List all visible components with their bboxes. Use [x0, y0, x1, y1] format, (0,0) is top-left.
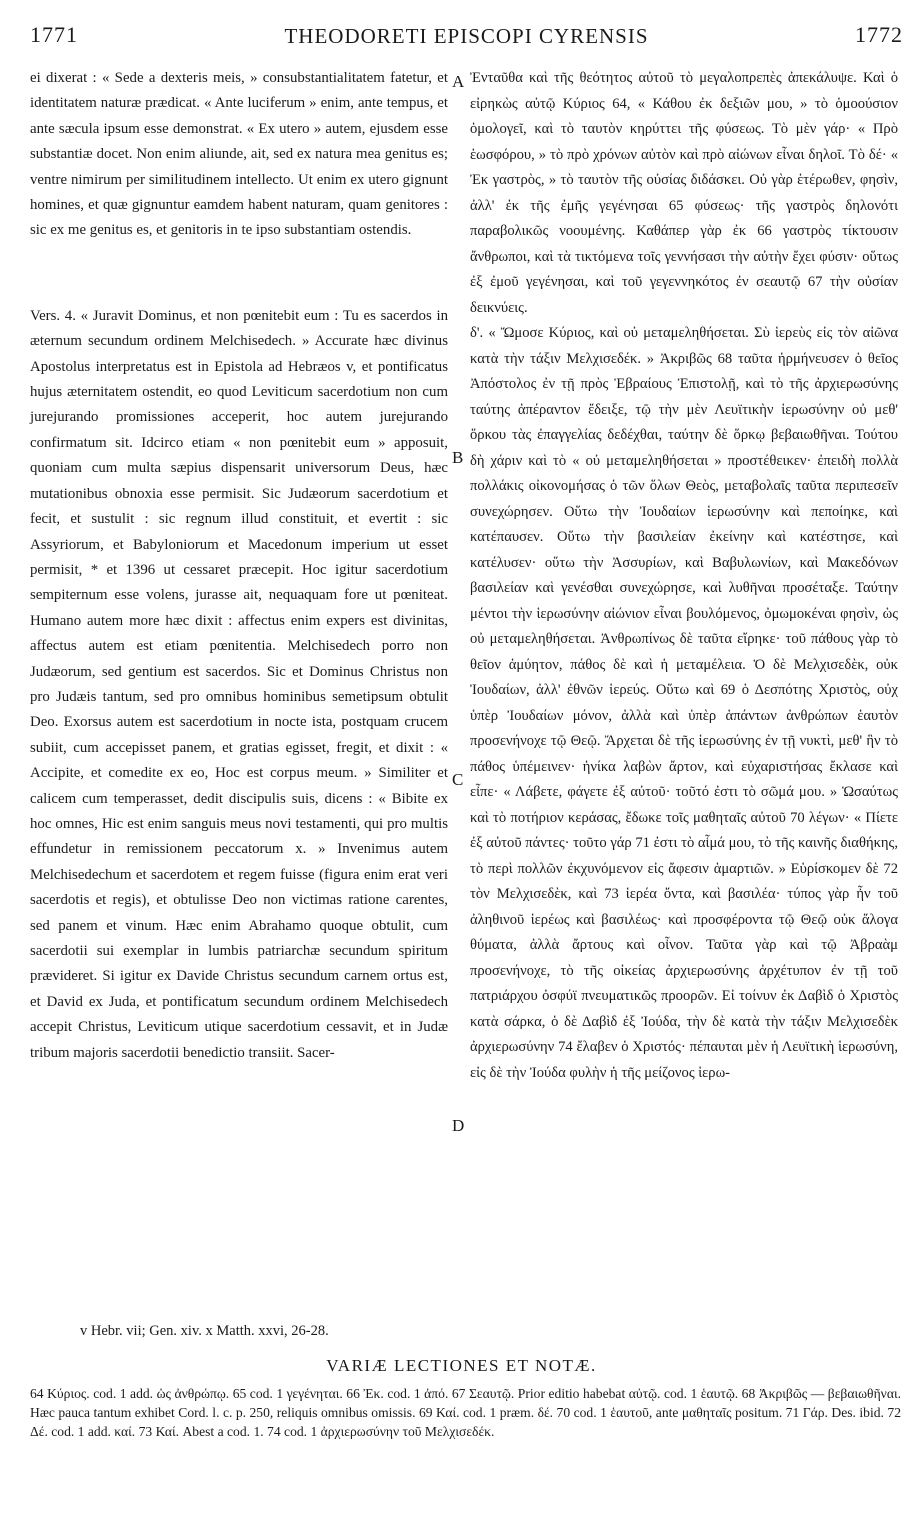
margin-marker-b: B: [452, 448, 464, 467]
notes-text: 64 Κύριος. cod. 1 add. ὡς ἀνθρώπῳ. 65 cod. 1 γεγένηται. 66 Ἐκ. cod. 1 ἀπό. 67 Σεαυτῷ. Prior editio habebat αὐτῷ. cod. 1 ἑαυτῷ. 68 Ἀκριβῶς — βεβαιωθῆναι. Hæc pauca tantum exhibet Cord. l. c. p. 250, reliquis omnibus omissis. 69 Καί. cod. 1 præm. δέ. 70 cod. 1 ἑαυτοῦ, ante μαθηταῖς positum. 71 Γάρ. Des. ibid. 72 Δέ. cod. 1 add. καί. 73 Καί. Abest a cod. 1. 74 cod. 1 ἀρχιερωσύνην τοῦ Μελχισεδέκ.: [30, 1386, 901, 1439]
greek-paragraph-2: δ'. « Ὤμοσε Κύριος, καὶ οὐ μεταμεληθήσεται. Σὺ ἱερεὺς εἰς τὸν αἰῶνα κατὰ τὴν τάξιν Μελχισεδέκ. » Ἀκριβῶς 68 ταῦτα ἡρμήνευσεν ὁ θεῖος Ἀπόστολος ἐν τῇ πρὸς Ἑβραίους Ἐπιστολῇ, καὶ τὸ τῆς ἀρχιερωσύνης ταύτης ἀπέραντον ἔδειξε, τῷ τὴν μὲν Λευϊτικὴν ἱερωσύνην οὐ μεθ' ὅρκου τὰς ἐπαγγελίας δεδέχθαι, ταύτην δὲ ὅρκῳ βεβαιωθῆναι. Τούτου δὴ χάριν καὶ τὸ « οὐ μεταμεληθήσεται » προστέθεικεν· ἐπειδὴ πολλὰ πολλάκις οἰκονομήσας ὁ τῶν ὅλων Θεὸς, μεταβολαῖς ταῦτα περιπεσεῖν συνεχώρησεν. Οὕτω τὴν Ἰουδαίων ἱερωσύνην καὶ πεποίηκε, καὶ κατέπαυσεν. Οὕτω τὴν βασιλείαν ἐκείνην καὶ κατέστησε, καὶ κατέλυσεν· οὕτω τὴν Ἀσσυρίων, καὶ Βαβυλωνίων, καὶ Μακεδόνων βασιλείαν καὶ γενέσθαι συνεχώρησε, καὶ λυθῆναι προσέταξε. Ταύτην μέντοι τὴν ἱερωσύνην αἰώνιον εἶναι βουλόμενος, ὀμωμοκέναι φησὶν, ὡς οὐ μεταμεληθήσεται. Ἀνθρωπίνως δὲ ταῦτα εἴρηκε· τοῦ πάθους γὰρ τὸ θεῖον ἀμύητον, πάθος δὲ καὶ ἡ μεταμέλεια. Ὁ δὲ Μελχισεδὲκ, οὐκ Ἰουδαίων, ἀλλ' ἐθνῶν ἱερεύς. Οὕτω καὶ 69 ὁ Δεσπότης Χριστὸς, οὐχ ὑπὲρ Ἰουδαίων μόνον, ἀλλὰ καὶ ὑπὲρ ἁπάντων ἀνθρώπων ἑαυτὸν προσενήνοχε τῷ Θεῷ. Ἄρχεται δὲ τῆς ἱερωσύνης ἐν τῇ νυκτὶ, μεθ' ἣν τὸ πάθος ὑπέμεινεν· ἡνίκα λαβὼν ἄρτον, καὶ εὐχαριστήσας ἔκλασε καὶ εἶπε· « Λάβετε, φάγετε ἐξ αὐτοῦ· τοῦτό ἐστι τὸ σῶμά μου. » Ὡσαύτως καὶ τὸ ποτήριον κεράσας, ἔδωκε τοῖς μαθηταῖς αὐτοῦ 70 λέγων· « Πίετε ἐξ αὐτοῦ πάντες· τοῦτο γάρ 71 ἐστι τὸ αἷμά μου, τὸ τῆς καινῆς διαθήκης, τὸ περὶ πολλῶν ἐκχυνόμενον εἰς ἄφεσιν ἁμαρτιῶν. » Εὑρίσκομεν δὲ 72 τὸν Μελχισεδὲκ, καὶ 73 ἱερέα ὄντα, καὶ βασιλέα· τύπος γὰρ ἦν τοῦ ἀληθινοῦ ἱερέως καὶ βασιλέως· καὶ προσφέροντα τῷ Θεῷ οὐκ ἄλογα θύματα, ἀλλὰ ἄρτους καὶ οἶνον. Ταῦτα γὰρ καὶ τῷ Ἀβραὰμ προσενήνοχε, τὸ τῆς οἰκείας ἀρχιερωσύνης ἀρχέτυπον ἐν τῇ τοῦ πατριάρχου ὀσφύϊ πνευματικῶς προορῶν. Εἰ τοίνυν ἐκ Δαβὶδ ὁ Χριστὸς κατὰ σάρκα, ὁ δὲ Δαβὶδ ἐξ Ἰούδα, τὴν δὲ κατὰ τὴν τάξιν Μελχισεδὲκ ἀρχιερωσύνην 74 ἔλαβεν ὁ Χριστός· πέπαυται μὲν ἡ Λευϊτικὴ ἱερωσύνη, εἰς δὲ τὴν Ἰούδα φυλὴν ἡ τῆς μείζονος ἱερω-: [470, 325, 898, 1081]
variant-readings-notes: [30, 1384, 901, 1441]
latin-paragraph-1: ei dixerat : « Sede a dexteris meis, » consubstantialitatem fatetur, et identitatem naturæ prædicat. « Ante luciferum » enim, ante tempus, et ante sæcula ipsum esse demonstrat. « Ex utero » autem, ejusdem esse substantiæ docet. Non enim aliunde, ait, sed ex natura mea genitus es; ventre nimirum per similitudinem intellecto. Ut enim ex utero gignunt homines, et quæ gignuntur eamdem habent naturam, quam genitores : sic ex me genitus es, et genitoris in te ipso substantiam ostendis.: [30, 70, 448, 239]
scripture-references: v Hebr. vii; Gen. xiv. x Matth. xxvi, 26-28.: [80, 1323, 329, 1339]
right-column-number: 1772: [855, 22, 903, 47]
running-title: THEODORETI EPISCOPI CYRENSIS: [284, 24, 649, 48]
margin-marker-d: D: [452, 1116, 465, 1135]
left-column-number: 1771: [30, 22, 78, 47]
margin-marker-a: A: [452, 72, 465, 91]
latin-paragraph-2: Vers. 4. « Juravit Dominus, et non pœnitebit eum : Tu es sacerdos in æternum secundum ordinem Melchisedech. » Accurate hæc divinus Apostolus interpretatus est in Epistola ad Hebræos v, et pontificatus hujus æternitatem ostendit, eo quod Leviticum sacerdotium non cum jurejurando promissiones acceperit, hoc autem jurejurando confirmatum sit. Idcirco etiam « non pœnitebit eum » apposuit, quoniam cum multa sæpius dispensarit universorum Deus, hæc mutationibus obnoxia esse permisit. Sic Judæorum sacerdotium et fecit, et sustulit : sic regnum illud constituit, et evertit : sic Assyriorum, et Babyloniorum et Macedonum imperium ut esset permisit, * et 1396 ut cessaret præcepit. Hoc igitur sacerdotium sempiternum esse volens, jurasse ait, nequaquam fore ut pœniteat. Humano autem more hæc dixit : affectus enim expers est divinitas, affectus autem est etiam pœnitentia. Melchisedech porro non Judæorum, sed gentium est sacerdos. Sic et Dominus Christus non pro Judæis tantum, sed pro omnibus hominibus semetipsum obtulit Deo. Exorsus autem est sacerdotium in nocte ista, postquam crucem subiit, cum accepisset panem, et gratias egisset, fregit, et dixit : « Accipite, et comedite ex eo, Hoc est corpus meum. » Similiter et calicem cum temperasset, dedit discipulis suis, dicens : « Bibite ex hoc omnes, Hic est enim sanguis meus novi testamenti, qui pro multis effundetur in remissionem peccatorum x. » Invenimus autem Melchisedechum et sacerdotem et regem fuisse (figura enim erat veri sacerdotis et regis), et obtulisse Deo non victimas ratione carentes, sed panem et vinum. Hæc enim Abrahamo quoque obtulit, cum sacerdotii sui exemplar in lumbis patriarchæ secundum spiritum prævideret. Si igitur ex Davide Christus secundum carnem ortus est, et David ex Juda, et pontificatum secundum ordinem Melchisedech accepit Christus, Leviticum utique sacerdotium cessavit, et in Judæ tribum majoris sacerdotii benedictio transiit. Sacer-: [30, 307, 448, 1061]
page-header: [30, 22, 903, 56]
margin-marker-c: C: [452, 770, 464, 789]
variant-readings-title: VARIÆ LECTIONES ET NOTÆ.: [326, 1356, 597, 1375]
greek-column: [470, 66, 898, 1086]
greek-paragraph-1: Ἐνταῦθα καὶ τῆς θεότητος αὐτοῦ τὸ μεγαλοπρεπὲς ἀπεκάλυψε. Καὶ ὁ εἰρηκὼς αὐτῷ Κύριος 64, « Κάθου ἐκ δεξιῶν μου, » τὸ ὁμοούσιον ὁμολογεῖ, καὶ τὸ ταυτὸν κηρύττει τῆς φύσεως. Τὸ μὲν γάρ· « Πρὸ ἑωσφόρου, » τὸ πρὸ χρόνων αὐτὸν καὶ πρὸ αἰώνων εἶναι δηλοῖ. Τὸ δέ· « Ἐκ γαστρὸς, » τὸ ταυτὸν τῆς οὐσίας διδάσκει. Οὐ γὰρ ἑτέρωθεν, φησὶν, ἀλλ' ἐκ τῆς ἐμῆς γεγένησαι 65 φύσεως· τῆς γαστρὸς δηλονότι παραβολικῶς νοουμένης. Καθάπερ γὰρ ἐκ 66 γαστρὸς τίκτουσιν ἄνθρωποι, καὶ τὰ τικτόμενα τοῖς γεννήσασι τὴν αὐτὴν ἔχει φύσιν· οὕτως ἐξ ἐμοῦ γεγένησαι, καὶ τοῦ γεγεννηκότος ἐν σεαυτῷ 67 τὴν οὐσίαν δεικνύεις.: [470, 70, 898, 316]
latin-column: [30, 66, 448, 1066]
